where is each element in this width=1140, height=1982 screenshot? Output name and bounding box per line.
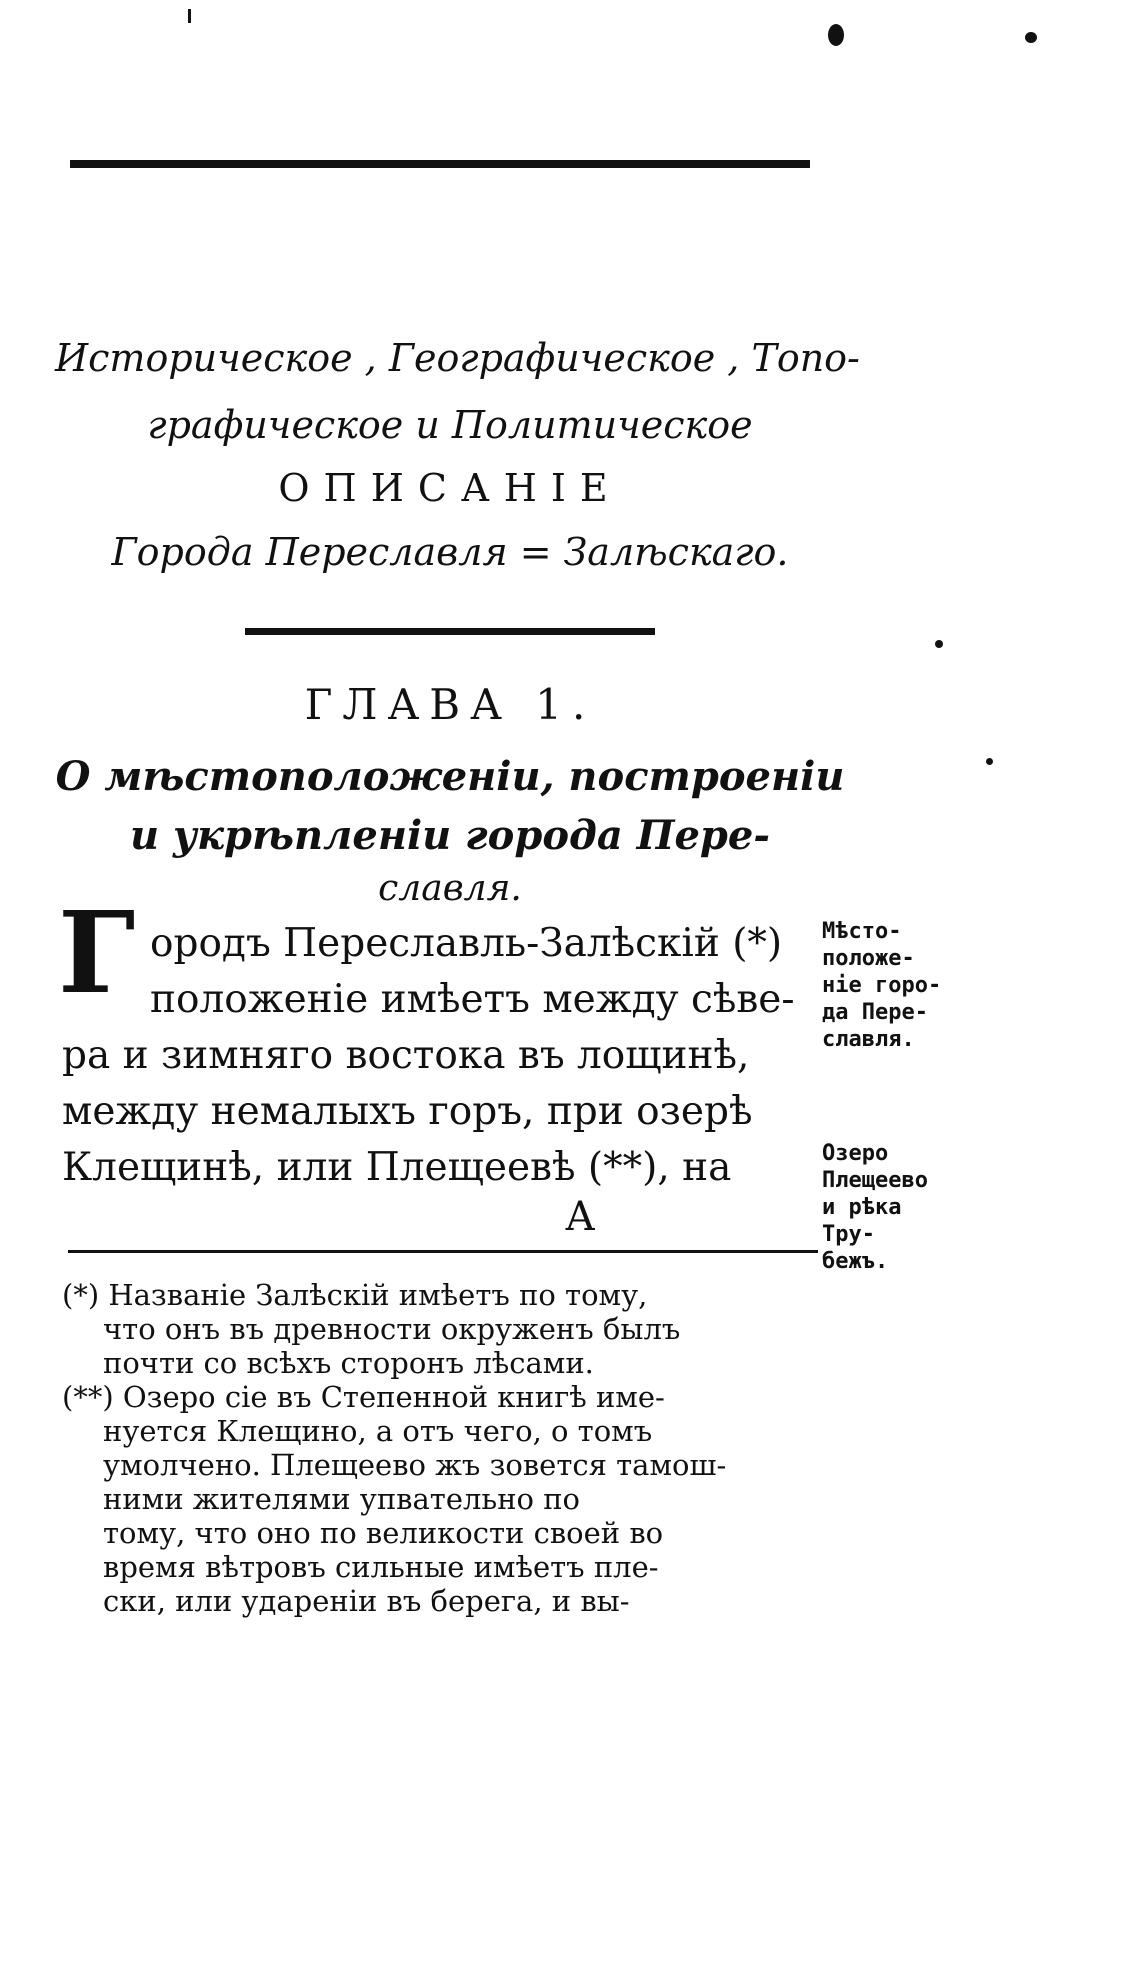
- middle-ornamental-rule: [245, 628, 655, 635]
- margin-note-line: положе-: [822, 946, 915, 971]
- ink-speck: [828, 24, 844, 46]
- ink-speck: [935, 640, 943, 648]
- title-line-2: графическое и Политическое: [147, 403, 753, 447]
- margin-note-lake: [822, 1140, 928, 1275]
- chapter-heading: ГЛАВА 1.: [304, 680, 596, 729]
- margin-note-line: славля.: [822, 1027, 915, 1052]
- footnote-line: (*) Названіе Залѣскій имѣетъ по тому,: [62, 1278, 648, 1312]
- margin-note-location: [822, 918, 941, 1053]
- margin-note-line: да Пере-: [822, 1000, 928, 1025]
- margin-note-line: Озеро: [822, 1141, 889, 1166]
- ink-speck: [986, 758, 993, 765]
- footnote-line: нуется Клещино, а отъ чего, о томъ: [103, 1414, 653, 1448]
- footnote-line: тому, что оно по великости своей во: [103, 1516, 664, 1550]
- title-line-1: Историческое , Географическое , Топо-: [55, 336, 860, 380]
- title-line-4: Города Переславля = Залѣскаго.: [111, 530, 789, 574]
- footnote-line: (**) Озеро сіе въ Степенной книгѣ име-: [62, 1380, 665, 1414]
- margin-note-line: и рѣка: [822, 1195, 902, 1220]
- title-line-3: ОПИСАНІЕ: [278, 466, 622, 510]
- margin-note-line: ніе горо-: [822, 973, 942, 998]
- top-ornamental-rule: [70, 160, 810, 168]
- body-line: между немалыхъ горъ, при озерѣ: [62, 1089, 753, 1134]
- margin-note-line: Тру-: [822, 1222, 875, 1247]
- margin-note-line: бежъ.: [822, 1249, 889, 1274]
- drop-cap: Г: [58, 888, 136, 1019]
- margin-note-line: Плещеево: [822, 1168, 928, 1193]
- chapter-title-line-2: и укрѣпленіи города Пере-: [130, 812, 770, 859]
- chapter-title-line-1: О мѣстоположеніи, построеніи: [55, 753, 845, 800]
- body-line: ородъ Переславль-Залѣскій (*): [150, 921, 783, 966]
- body-line: Клещинѣ, или Плещеевѣ (**), на: [62, 1145, 732, 1190]
- footnote-line: умолчено. Плещеево жъ зовется тамош-: [103, 1448, 727, 1482]
- ink-speck: [1025, 32, 1037, 43]
- body-line: положеніе имѣетъ между сѣве-: [150, 977, 795, 1022]
- catchword: А: [565, 1194, 596, 1240]
- body-line: ра и зимняго востока въ лощинѣ,: [62, 1033, 750, 1078]
- footnote-line: что онъ въ древности окруженъ былъ: [103, 1312, 681, 1346]
- footnote-line: ски, или удареніи въ берега, и вы-: [103, 1584, 630, 1618]
- footnote-line: ними жителями упвательно по: [103, 1482, 581, 1516]
- footnote-line: почти со всѣхъ сторонъ лѣсами.: [103, 1346, 594, 1380]
- footnote-line: время вѣтровъ сильные имѣетъ пле-: [103, 1550, 659, 1584]
- chapter-title-line-3: славля.: [378, 868, 522, 909]
- ink-speck: [188, 9, 191, 23]
- margin-note-line: Мѣсто-: [822, 919, 902, 944]
- footnote-rule: [68, 1250, 818, 1253]
